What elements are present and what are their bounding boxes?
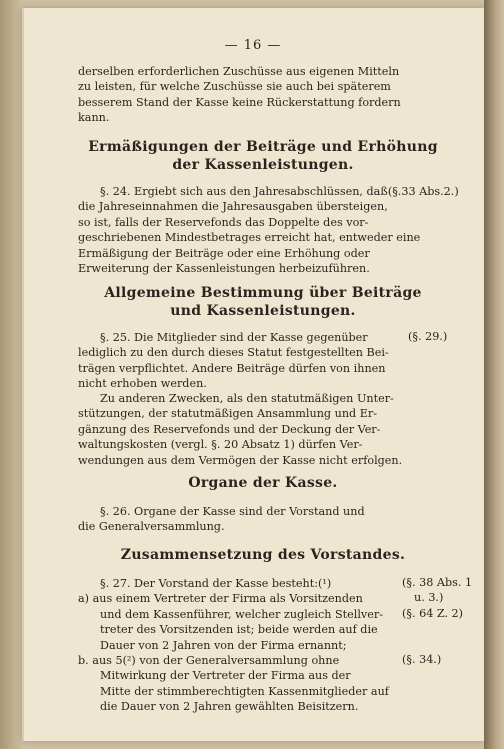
text-line: die Jahreseinnahmen die Jahresausgaben übersteigen,: [78, 200, 388, 214]
text-line: derselben erforderlichen Zuschüsse aus eigenen Mitteln: [78, 65, 400, 78]
section-heading-2: [78, 284, 448, 320]
text-line: gänzung des Reservefonds und der Deckung der Ver-: [78, 422, 381, 436]
margin-reference: (§. 64 Z. 2): [402, 607, 464, 620]
book-edge: [484, 0, 504, 749]
text-line: Ermäßigung der Beiträge oder eine Erhöhung oder: [78, 246, 370, 260]
book-gutter: [0, 0, 22, 749]
text-line: §. 24. Ergiebt sich aus den Jahresabschlüssen, daß(§.33 Abs.2.): [100, 185, 459, 198]
section-heading-4: Zusammensetzung des Vorstandes.: [120, 547, 406, 563]
text-line: §. 25. Die Mitglieder sind der Kasse gegenüber: [100, 331, 368, 344]
heading-line: und Kassenleistungen.: [170, 303, 356, 319]
text-line: wendungen aus dem Vermögen der Kasse nicht erfolgen.: [78, 453, 403, 467]
text-line: Mitwirkung der Vertreter der Firma aus der: [100, 669, 351, 683]
text-line: geschriebenen Mindestbetrages erreicht hat, entweder eine: [78, 231, 421, 245]
text-line: Mitte der stimmberechtigten Kassenmitglieder auf: [100, 684, 389, 698]
paragraph-25b: [78, 391, 426, 468]
margin-reference: (§. 34.): [402, 653, 442, 666]
text-line: b. aus 5(²) von der Generalversammlung ohne: [78, 654, 340, 668]
heading-line: Ermäßigungen der Beiträge und Erhöhung: [88, 139, 438, 155]
heading-line: der Kassenleistungen.: [172, 157, 354, 173]
text-line: waltungskosten (vergl. §. 20 Absatz 1) dürfen Ver-: [78, 438, 363, 452]
paragraph-24: [78, 184, 459, 276]
text-line: lediglich zu den durch dieses Statut festgestellten Bei-: [78, 346, 389, 360]
text-line: die Dauer von 2 Jahren gewählten Beisitzern.: [100, 700, 359, 714]
text-line: §. 27. Der Vorstand der Kasse besteht:(¹): [100, 577, 332, 590]
paragraph-top: [78, 64, 448, 126]
text-line: nicht erhoben werden.: [78, 377, 207, 391]
heading-line: Allgemeine Bestimmung über Beiträge: [104, 285, 422, 301]
text-line: kann.: [78, 111, 110, 125]
text-line: trägen verpflichtet. Andere Beiträge dürfen von ihnen: [78, 361, 386, 375]
margin-reference: (§. 38 Abs. 1: [402, 576, 473, 589]
page-number: — 16 —: [224, 38, 282, 53]
text-line: so ist, falls der Reservefonds das Doppelte des vor-: [78, 215, 369, 229]
text-line: Zu anderen Zwecken, als den statutmäßigen Unter-: [100, 392, 394, 405]
margin-reference: (§. 29.): [408, 330, 448, 343]
text-line: zu leisten, für welche Zuschüsse sie auch bei späterem: [78, 80, 391, 94]
text-line: und dem Kassenführer, welcher zugleich Stellver-: [100, 607, 384, 621]
text-line: die Generalversammlung.: [78, 520, 225, 534]
text-line: §. 26. Organe der Kasse sind der Vorstand und: [100, 505, 365, 518]
text-line: Erweiterung der Kassenleistungen herbeizuführen.: [78, 262, 370, 276]
text-line: besserem Stand der Kasse keine Rückerstattung fordern: [78, 95, 401, 109]
text-line: Dauer von 2 Jahren von der Firma ernannt;: [100, 638, 347, 652]
paragraph-26: [78, 504, 400, 535]
paragraph-27: [78, 576, 394, 715]
section-heading-3: Organe der Kasse.: [188, 475, 338, 491]
margin-reference: u. 3.): [414, 591, 444, 604]
document-page: [22, 8, 484, 741]
text-line: stützungen, der statutmäßigen Ansammlung und Er-: [78, 407, 378, 421]
text-line: a) aus einem Vertreter der Firma als Vorsitzenden: [78, 592, 363, 606]
text-line: treter des Vorsitzenden ist; beide werden auf die: [100, 623, 378, 637]
paragraph-25: [78, 330, 398, 392]
section-heading-1: [78, 138, 448, 174]
